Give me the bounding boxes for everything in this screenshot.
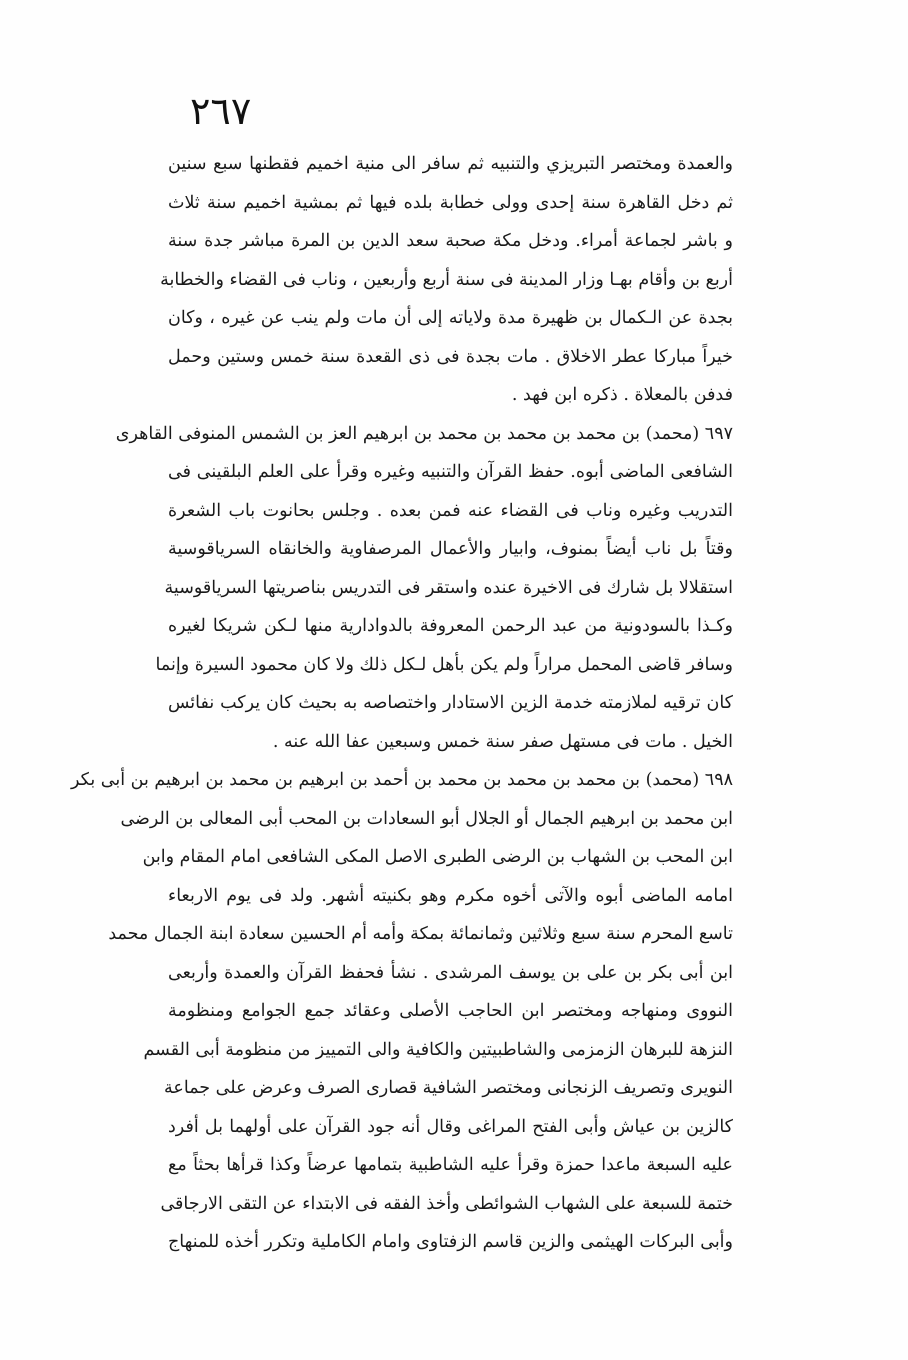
text-line: الشافعى الماضى أبوه. حفظ القرآن والتنبيه وغيره وقرأ على العلم البلقينى فى <box>168 462 733 482</box>
text-line: وأبى البركات الهيثمى والزين قاسم الزفتاوى وامام الكاملية وتكرر أخذه للمنهاج <box>168 1232 733 1252</box>
text-line: التدريب وغيره وناب فى القضاء عنه فمن بعده . وجلس بحانوت باب الشعرة <box>168 500 733 521</box>
text-line: الخيل . مات فى مستهل صفر سنة خمس وسبعين عفا الله عنه . <box>272 731 733 752</box>
page-number: ٢٦٧ <box>190 89 252 133</box>
text-line: النويرى وتصريف الزنجانى ومختصر الشافية قصارى الصرف وعرض على جماعة <box>164 1078 733 1098</box>
text-line: ٦٩٨ (محمد) بن محمد بن محمد بن محمد بن أحمد بن ابرهيم بن محمد بن ابرهيم بن أبى بكر <box>71 770 733 790</box>
text-line: والعمدة ومختصر التبريزي والتنبيه ثم سافر الى منية اخميم فقطنها سبع سنين <box>168 154 733 174</box>
text-line: ٦٩٧ (محمد) بن محمد بن محمد بن محمد بن ابرهيم العز بن الشمس المنوفى القاهرى <box>115 423 733 444</box>
text-line: وقتاً بل ناب أيضاً بمنوف، وابيار والأعمال المرصفاوية والخانقاه السرياقوسية <box>168 539 733 559</box>
text-line: النزهة للبرهان الزمزمى والشاطبيتين والكافية والى التمييز من منظومة أبى القسم <box>143 1039 733 1060</box>
text-line: ابن المحب بن الشهاب بن الرضى الطبرى الاصل المكى الشافعى امام المقام وابن <box>142 847 733 867</box>
text-line: كالزين بن عياش وأبى الفتح المراغى وقال أنه جود القرآن على أولهما بل أفرد <box>168 1116 733 1137</box>
text-line: أربع بن وأقام بهـا وزار المدينة فى سنة أربع وأربعين ، وناب فى القضاء والخطابة <box>160 269 733 290</box>
text-line: خيراً مباركا عطر الاخلاق . مات بجدة فى ذى القعدة سنة خمس وستين وحمل <box>168 346 733 367</box>
text-line: كان ترقيه لملازمته خدمة الزين الاستادار واختصاصه به بحيث كان يركب نفائس <box>168 693 733 713</box>
text-line: ثم دخل القاهرة سنة إحدى وولى خطابة بلده فيها ثم بمشية اخميم سنة ثلاث <box>168 192 733 213</box>
body-text <box>71 145 733 1262</box>
text-line: بجدة عن الـكمال بن ظهيرة مدة ولاياته إلى أن مات ولم ينب عن غيره ، وكان <box>168 308 733 328</box>
text-line: ابن أبى بكر بن على بن يوسف المرشدى . نشأ فحفظ القرآن والعمدة وأربعى <box>168 962 733 983</box>
text-line: عليه السبعة ماعدا حمزة وقرأ عليه الشاطبية بتمامها عرضاً وكذا قرأها بحثاً مع <box>168 1155 733 1175</box>
text-line: و باشر لجماعة أمراء. ودخل مكة صحبة سعد الدين بن المرة مباشر جدة سنة <box>168 231 733 251</box>
text-line: استقلالا بل شارك فى الاخيرة عنده واستقر فى التدريس بناصريتها السرياقوسية <box>164 577 733 598</box>
text-line: ابن محمد بن ابرهيم الجمال أو الجلال أبو السعادات بن المحب أبى المعالى بن الرضى <box>120 808 733 829</box>
text-line: تاسع المحرم سنة سبع وثلاثين وثمانمائة بمكة وأمه أم الحسين سعادة ابنة الجمال محمد <box>108 924 733 944</box>
text-line: النووى ومنهاجه ومختصر ابن الحاجب الأصلى وعقائد جمع الجوامع ومنظومة <box>168 1001 733 1021</box>
text-line: وسافر قاضى المحمل مراراً ولم يكن بأهل لـكل ذلك ولا كان محمود السيرة وإنما <box>155 654 733 675</box>
text-line: امامه الماضى أبوه والآتى أخوه مكرم وهو بكنيته أشهر. ولد فى يوم الاربعاء <box>168 885 733 906</box>
text-line: فدفن بالمعلاة . ذكره ابن فهد . <box>511 385 733 405</box>
text-line: وكـذا بالسودونية من عبد الرحمن المعروفة بالدوادارية منها لـكن شريكا لغيره <box>168 616 733 636</box>
text-line: ختمة للسبعة على الشهاب الشوائطى وأخذ الفقه فى الابتداء عن التقى الارجاقى <box>160 1193 733 1214</box>
